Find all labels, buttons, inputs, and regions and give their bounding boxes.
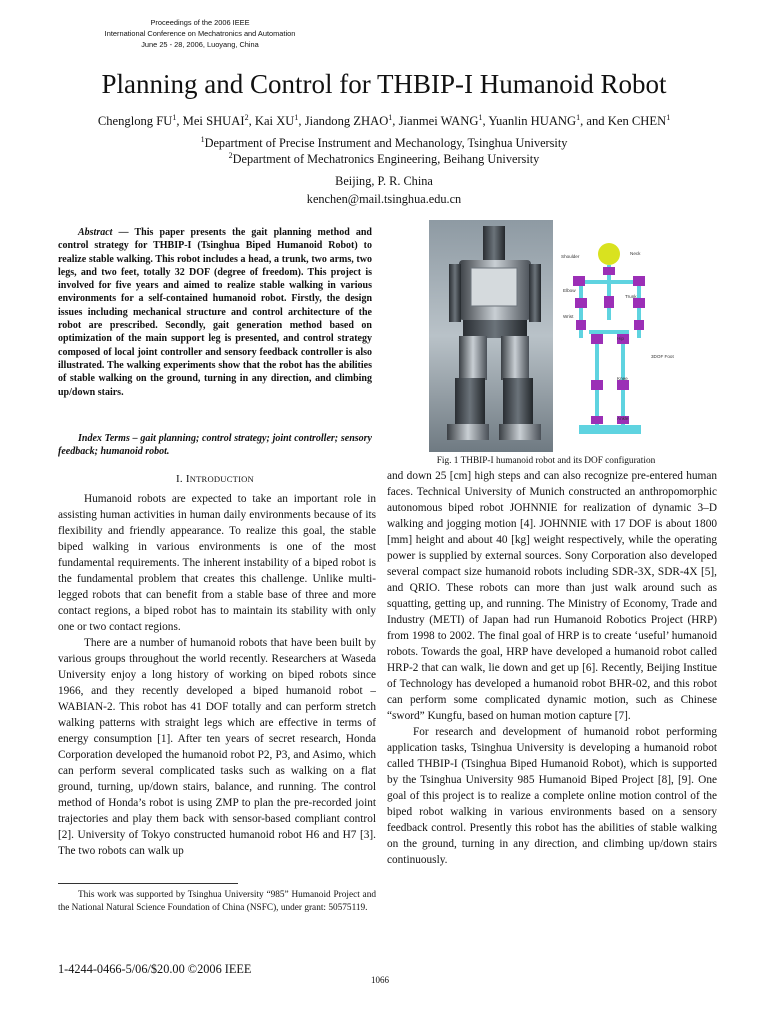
label-hip: Hip [617,336,624,341]
proceedings-line: Proceedings of the 2006 IEEE [150,18,250,27]
body-paragraph: Humanoid robots are expected to take an important role in assisting human activities in human daily environments because of its flexibility and friendly appearance. To realize this goal, the stable biped walking in various environments is one of the most fundamental requirements. The inherent instability of a biped robot is the fundamental problem that creates this challenge. Unlike multi-legged robots that can benefit from a stable base of three and more contact regions, a biped robot has to maintain its stability with only one or two contact regions. [58,493,376,633]
affiliations [0,135,768,167]
author-affiliation-mark: 1 [576,113,581,122]
label-foot: 3DOF Foot [651,354,674,359]
proceedings-header [80,17,320,50]
author-affiliation-mark: 1 [478,113,483,122]
robot-right-arm [529,264,541,322]
robot-left-foot [447,424,489,440]
affiliation-line [0,151,768,167]
robot-right-shin [503,378,533,424]
figure-caption: Fig. 1 THBIP-I humanoid robot and its DOF configuration [436,456,656,466]
author-name: Chenglong FU [97,114,173,128]
label-wrist: Wrist [563,314,574,319]
index-terms: Index Terms – gait planning; control strategy; joint controller; sensory feedback; humanoid robot. [58,433,372,457]
label-trunk: Trunk [625,294,637,299]
footnote-rule [58,883,238,884]
footnote: This work was supported by Tsinghua University “985” Humanoid Project and the National Natural Science Foundation of China (NSFC), under grant: 50575119. [58,890,376,913]
affiliation-mark: 2 [228,151,233,160]
author-name: Mei SHUAI [182,114,245,128]
right-column-body [387,468,717,928]
dof-foot-left [579,425,611,434]
section-title-first: I [185,473,190,485]
author-affiliation-mark: 1 [294,113,299,122]
affiliation-line [0,135,768,151]
robot-right-foot [499,424,541,440]
author-affiliation-mark: 2 [244,113,249,122]
robot-left-shin [455,378,485,424]
label-neck: Neck [630,251,641,256]
affiliation-text: Department of Mechatronics Engineering, Beihang University [232,152,540,166]
section-heading [58,473,372,485]
author-name: Jiandong ZHAO [304,114,389,128]
robot-pelvis [463,320,527,338]
paper-title: Planning and Control for THBIP-I Humanoid Robot [101,69,667,99]
abstract-label: Abstract — [78,227,129,238]
abstract [58,226,372,399]
dof-diagram [579,265,641,425]
robot-left-arm [449,264,461,322]
robot-chest-plate [471,268,517,306]
author-name: Jianmei WANG [398,114,479,128]
body-paragraph: There are a number of humanoid robots that have been built by various groups throughout the world recently. Researchers at Waseda University enjoy a long history of working on biped robots since 1966, and they recently developed a biped humanoid robot – WABIAN-2. This robot has 41 DOF totally and can perform stretch walking patterns with straight legs which are effective in terms of energy consumption [1]. After ten years of secret research, Honda Corporation developed the humanoid robot P2, P3, and Asimo, which can perform several complicated tasks such as walking on a flat ground, turning, up/down stairs, balance, and running. The control method of Honda’s robot is using ZMP to plan the pre-recorded joint trajectories and play them back with sensor-based compliant control [2]. University of Tokyo constructed humanoid robot H6 and H7 [3]. The two robots can walk up [58,637,376,857]
author-affiliation-mark: 1 [388,113,393,122]
dof-foot-right [609,425,641,434]
dof-head-joint [598,243,620,265]
issn-line: 1-4244-0466-5/06/$20.00 ©2006 IEEE [58,962,252,976]
label-ankle: Ankle [617,416,629,421]
author-list: Chenglong $FU^1$, Mei SHUAI$^2$, Kai $XU^1$, Jiandong ZHAO$^1$, Jianmei WANG$^1$, Yuanlin HUANG$^1$, and Ken CHEN$^1$ [97,113,671,128]
author-name: Yuanlin HUANG [488,114,577,128]
author-name: Kai XU [254,114,295,128]
figure-illustration [429,220,680,452]
author-name: Ken CHEN [607,114,667,128]
author-city: Beijing, P. R. China [335,174,433,188]
figure-robot-dof [429,220,680,452]
robot-left-thigh [459,336,487,380]
section-numeral: I. [176,473,183,485]
label-knee: Knee [617,376,628,381]
abstract-text: This paper presents the gait planning method and control strategy for THBIP-I (Tsinghua Biped Humanoid Robot) to realize stable walking. This robot includes a head, a trunk, two arms, two legs, and two feet, totally 32 DOF (degree of freedom). This project is involved for five years and aimed to realize stable walking in various environments for a self-contained humanoid robot. Firstly, the design issues including mechanical structure and control architecture of the robot are prescribed. Secondly, gait generation method based on optimization of the main support leg is presented, and control strategy composed of local joint controller and sensory feedback controller is also illustrated. The walking experiments show that the robot has the abilities of stable walking on the ground, turning in any direction, and climbing up/down stairs. [58,227,372,398]
contact-email: kenchen@mail.tsinghua.edu.cn [306,192,462,206]
affiliation-mark: 1 [200,135,205,144]
affiliation-text: Department of Precise Instrument and Mechanology, Tsinghua University [204,136,568,150]
author-affiliation-mark: 1 [172,113,177,122]
page-number: 1066 [371,975,389,985]
left-column-body [58,491,376,881]
body-paragraph: For research and development of humanoid robot performing application tasks, Tsinghua University is developing a humanoid robot called THBIP-I (Tsinghua Biped Humanoid Robot), which is supported by the Tsinghua University 985 Humanoid Biped Project [8], [9]. One goal of this project is to realize a complete online motion control of the biped robot walking in various environments based on a sensory feedback control. Presently this robot has the abilities of stable walking on the ground, turning in any direction, and climbing up/down stairs continuously. [387,726,717,866]
author-affiliation-mark: 1 [666,113,671,122]
proceedings-line: International Conference on Mechatronics and Automation [104,29,296,38]
robot-head [483,226,505,260]
body-paragraph: and down 25 [cm] high steps and can also recognize pre-entered human faces. Technical University of Munich constructed an anthropomorphic autonomous biped robot JOHNNIE for realization of dynamic 3–D walking and jogging motion [4]. JOHNNIE with 17 DOF is about 1800 [mm] height and about 40 [kg] weight respectively, while the operating power is supplied by external sources. Sony Corporation also developed several compact size humanoid robots including SDR-3X, SDR-4X [5], and QRIO. These robots can more than just walk around such as squatting, getting up, and running. The Ministry of Economy, Trade and Industry (METI) of Japan had run Humanoid Robotics Project (HRP) from 1998 to 2002. The final goal of HRP is to create ‘useful’ humanoid robots. Towards the goal, HRP have developed a humanoid robot called HRP-2 that can walk, lie down and get up [6]. Recently, Beijing Institue of Technology has developed a humanoid robot BHR-02, and this robot can perform some complicated dynamic motion, such as Chinese “sword” Kungfu, based on human motion capture [7]. [387,470,717,722]
robot-right-thigh [501,336,529,380]
section-title-rest: NTRODUCTION [189,474,254,484]
label-shoulder: Shoulder [561,254,580,259]
label-elbow: Elbow [563,288,576,293]
proceedings-line: June 25 - 28, 2006, Luoyang, China [141,40,259,49]
